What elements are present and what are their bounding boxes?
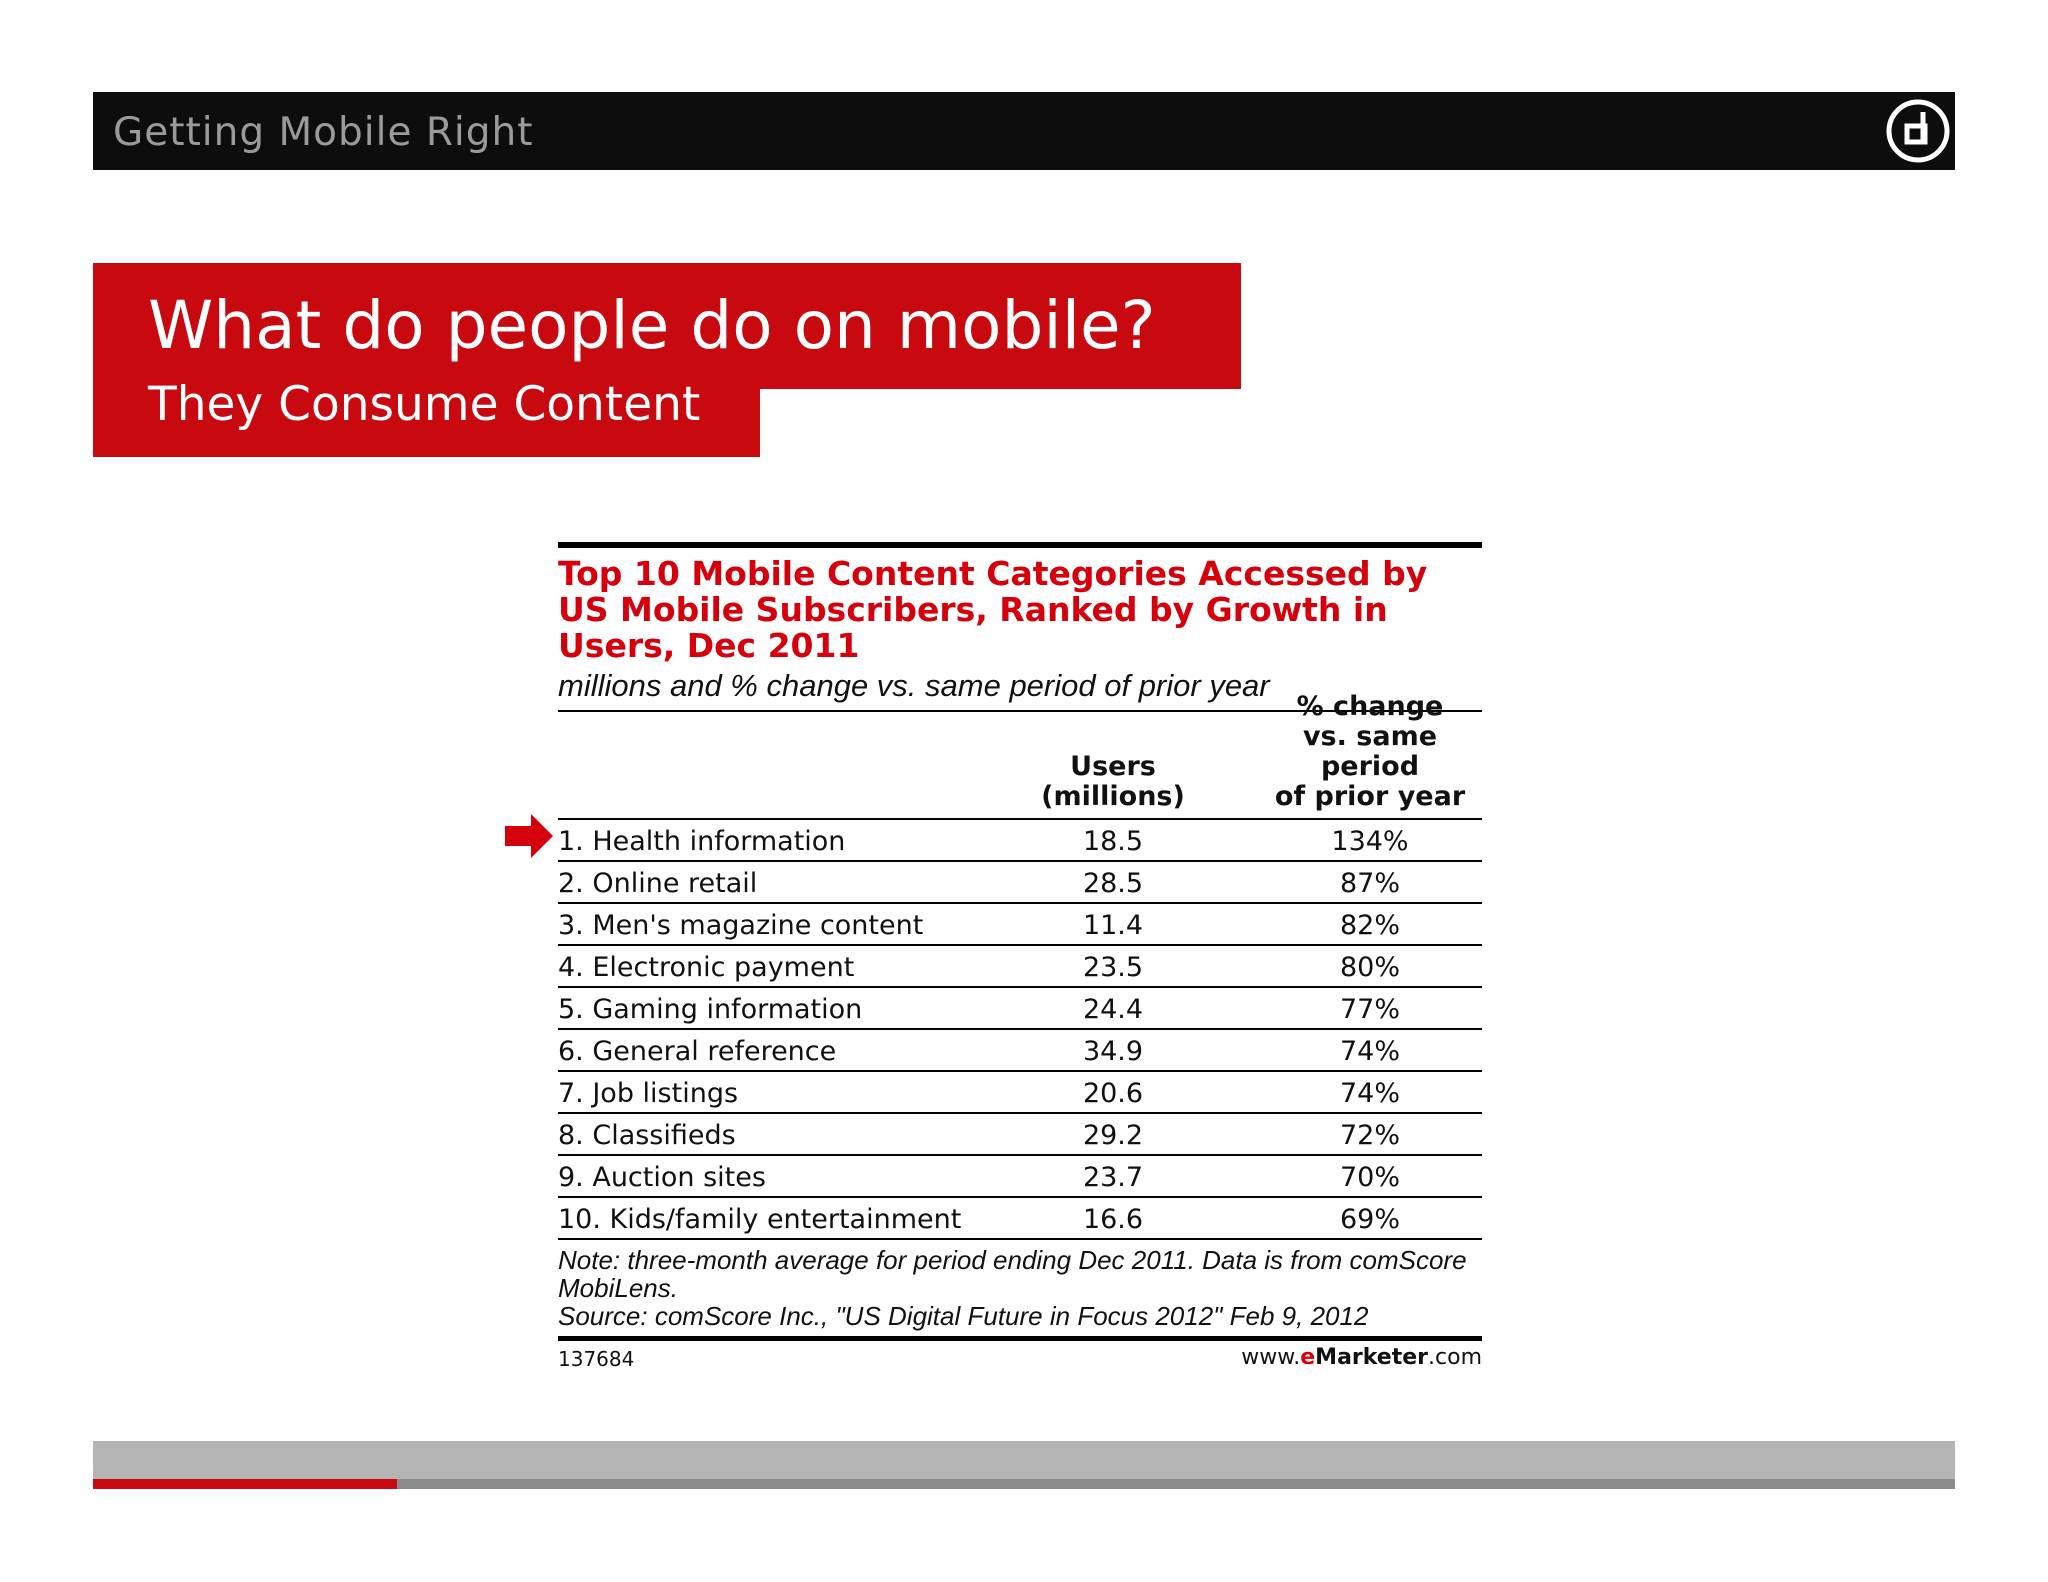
page-title: What do people do on mobile? [148,287,1156,364]
cell-users: 28.5 [1082,868,1144,899]
column-header-change-line3: of prior year [1274,781,1466,812]
site-prefix: www. [1241,1345,1301,1370]
cell-users: 29.2 [1082,1120,1144,1151]
cell-change: 82% [1339,910,1400,941]
chart-title: Top 10 Mobile Content Categories Accessed by US Mobile Subscribers, Ranked by Growth in Users, Dec 2011 [558,554,1428,665]
cell-users: 24.4 [1082,994,1144,1025]
table-row [558,1114,1482,1156]
table-row [558,988,1482,1030]
chart-source-site [1241,1345,1482,1370]
cell-change: 80% [1339,952,1400,983]
cell-change: 72% [1339,1120,1400,1151]
cell-category: 4. Electronic payment [558,952,855,983]
chart-subtitle: millions and % change vs. same period of prior year [558,668,1482,712]
chart-table [558,542,1482,1371]
cell-category: 7. Job listings [558,1078,739,1109]
column-header-change-line2: vs. same period [1302,721,1438,782]
cell-category: 10. Kids/family entertainment [558,1204,962,1235]
cell-category: 8. Classifieds [558,1120,736,1151]
table-row [558,1072,1482,1114]
header-bar [93,92,1955,170]
cell-change: 77% [1339,994,1400,1025]
cell-users: 16.6 [1082,1204,1144,1235]
table-row [558,1156,1482,1198]
chart-footer [558,1341,1482,1371]
table-row [558,1198,1482,1240]
column-header-users [1028,752,1198,812]
site-suffix: .com [1428,1345,1482,1370]
header-title: Getting Mobile Right [113,110,534,155]
table-row [558,820,1482,862]
cell-category: 6. General reference [558,1036,837,1067]
column-header-users-line2: (millions) [1041,781,1185,812]
column-header-users-line1: Users [1070,751,1156,782]
table-row [558,862,1482,904]
column-header-change-line1: % change [1296,691,1444,722]
cell-users: 11.4 [1082,910,1144,941]
table-row [558,904,1482,946]
chart-source-text: Source: comScore Inc., "US Digital Future in Focus 2012" Feb 9, 2012 [558,1301,1369,1331]
cell-change: 134% [1331,826,1409,857]
cell-change: 70% [1339,1162,1400,1193]
chart-note [558,1246,1482,1330]
site-e: e [1300,1345,1316,1370]
table-row [558,946,1482,988]
cell-users: 18.5 [1082,826,1144,857]
page-subtitle: They Consume Content [148,377,701,432]
cell-category: 9. Auction sites [558,1162,766,1193]
table-row [558,1030,1482,1072]
title-block [93,263,1241,389]
chart-top-rule [558,542,1482,548]
progress-track [93,1479,1955,1489]
column-header-change [1258,692,1482,812]
cell-change: 87% [1339,868,1400,899]
cell-category: 1. Health information [558,826,846,857]
cell-change: 74% [1339,1078,1400,1109]
table-header-row [558,691,1482,820]
site-brand: Marketer [1315,1345,1429,1370]
cell-users: 20.6 [1082,1078,1144,1109]
right-arrow-icon [505,814,553,858]
cell-users: 23.5 [1082,952,1144,983]
cell-users: 34.9 [1082,1036,1144,1067]
subtitle-block [93,377,760,457]
chart-note-text: Note: three-month average for period ending Dec 2011. Data is from comScore MobiLens. [558,1245,1467,1303]
cell-users: 23.7 [1082,1162,1144,1193]
footer-bar [93,1441,1955,1479]
cell-category: 5. Gaming information [558,994,863,1025]
table-body [558,820,1482,1240]
cell-category: 3. Men's magazine content [558,910,924,941]
progress-fill [93,1479,397,1489]
cell-change: 69% [1339,1204,1400,1235]
cell-category: 2. Online retail [558,868,758,899]
cell-change: 74% [1339,1036,1400,1067]
d-circle-logo-icon [1885,98,1951,164]
chart-id: 137684 [558,1347,635,1371]
